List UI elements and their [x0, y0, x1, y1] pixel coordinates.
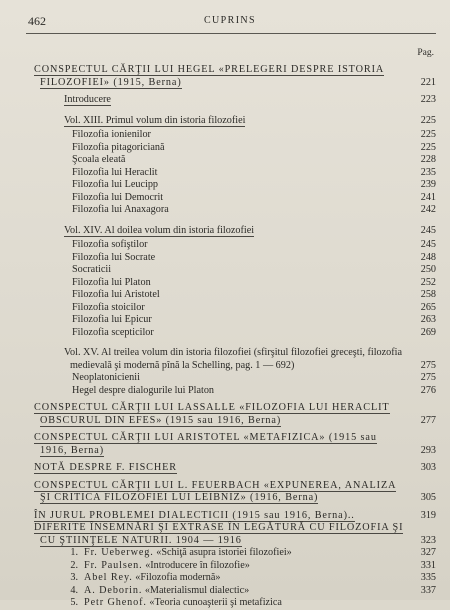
toc-entry-page: 252	[420, 276, 436, 288]
running-head: CUPRINS	[203, 15, 257, 26]
toc-entry-title: Şcoala eleată	[72, 154, 126, 165]
toc-entry-title: Vol. XIV. Al doilea volum din istoria filozofiei	[64, 224, 255, 236]
toc-entry-title: Filozofia lui Aristotel	[72, 289, 160, 300]
subentry-number: 2.	[70, 559, 78, 571]
toc-subentry	[34, 585, 436, 598]
toc-entry-page: 245	[420, 224, 436, 236]
toc-entry-title: CONSPECTUL CĂRŢII LUI L. FEUERBACH «EXPUNEREA, ANALIZA ŞI CRITICA FILOZOFIEI LUI LEIBNIZ» (1916, Berna)	[34, 479, 397, 503]
toc-entry-page: 250	[420, 264, 436, 275]
toc-entry-title: Filozofia lui Epicur	[72, 314, 152, 325]
toc-entry-page: 245	[420, 239, 436, 250]
toc-entry-title: Filozofia lui Socrate	[72, 251, 156, 263]
toc-entry-page: 327	[420, 547, 436, 558]
subentry-title: «Schiţă asupra istoriei filozofiei»	[156, 547, 292, 558]
subentry-number: 5.	[70, 597, 78, 608]
toc-entry-page: 323	[420, 534, 436, 546]
subentry-number: 4.	[70, 584, 78, 596]
toc-entry-page: 275	[420, 359, 436, 371]
toc-entry-page: 275	[420, 372, 436, 383]
toc-entry	[34, 385, 436, 398]
toc-entry	[34, 347, 436, 372]
toc-entry-page: 248	[420, 251, 436, 263]
toc-entry	[34, 142, 436, 155]
toc-entry-page: 331	[420, 559, 436, 571]
toc-entry-title: Neoplatonicienii	[72, 372, 140, 383]
toc-entry-title: CONSPECTUL CĂRŢII LUI LASSALLE «FILOZOFIA LUI HERACLIT OBSCURUL DIN EFES» (1915 sau 1916, Berna)	[34, 402, 390, 426]
toc-entry	[34, 302, 436, 315]
toc-entry-page: 263	[420, 314, 436, 325]
toc-entry-page: 269	[420, 326, 436, 338]
subentry-author: Fr. Paulsen.	[84, 559, 143, 571]
toc-entry-title: ÎN JURUL PROBLEMEI DIALECTICII (1915 sau 1916, Berna)..	[34, 509, 355, 521]
toc-entry-page: 277	[420, 414, 436, 426]
toc-entry	[34, 522, 436, 547]
page-column-label: Pag.	[417, 48, 434, 58]
toc-entry-page: 225	[420, 141, 436, 153]
toc-entry-page: 223	[420, 94, 436, 105]
toc-entry	[34, 154, 436, 167]
toc-subentry	[34, 560, 436, 573]
toc-entry	[34, 179, 436, 192]
toc-entry	[34, 432, 436, 457]
toc-entry	[34, 204, 436, 217]
toc-entry-page: 239	[420, 179, 436, 190]
toc-entry-page: 319	[420, 509, 436, 521]
subentry-author: Abel Rey.	[84, 572, 133, 583]
toc-entry-title: CONSPECTUL CĂRŢII LUI HEGEL «PRELEGERI DESPRE ISTORIA FILOZOFIEI» (1915, Berna)	[34, 64, 385, 88]
subentry-number: 3.	[70, 572, 78, 583]
toc-entry-page: 225	[420, 129, 436, 140]
toc-entry-title: Filozofia sofiştilor	[72, 239, 148, 250]
toc-entry	[34, 289, 436, 302]
toc-entry	[34, 402, 436, 427]
toc-entry	[34, 252, 436, 265]
subentry-number: 1.	[70, 547, 78, 558]
toc-entry	[34, 264, 436, 277]
subentry-title: «Materialismul dialectic»	[144, 584, 250, 596]
toc-entry-title: Socraticii	[72, 264, 112, 275]
toc-entry	[34, 115, 436, 128]
toc-entry-title: Filozofia lui Leucipp	[72, 179, 159, 190]
toc-entry	[34, 192, 436, 205]
toc-entry	[34, 64, 436, 89]
toc-entry	[34, 225, 436, 238]
toc-entry-page: 303	[420, 462, 436, 473]
toc-entry-title: Vol. XIII. Primul volum din istoria filozofiei	[64, 114, 246, 126]
toc-entry	[34, 239, 436, 252]
toc-entry-title: Filozofia scepticilor	[72, 326, 154, 338]
page-number: 462	[28, 14, 46, 28]
toc-subentry	[34, 597, 436, 610]
subentry-title: «Filozofia modernă»	[135, 572, 221, 583]
toc-entry-title: Vol. XV. Al treilea volum din istoria filozofiei (sfirşitul filozofiei greceşti, filozofia medievală şi modernă pînă la Schelling, pag. 1 — 692)	[64, 347, 402, 371]
toc-entry	[34, 277, 436, 290]
toc-entry	[34, 462, 436, 475]
toc-entry-page: 228	[420, 154, 436, 165]
toc-entry-page: 335	[420, 572, 436, 583]
toc-entry-page: 225	[420, 114, 436, 126]
toc-entry-page: 276	[420, 384, 436, 396]
toc-entry-title: Filozofia lui Heraclit	[72, 166, 158, 178]
subentry-author: Petr Ghenof.	[84, 597, 147, 608]
toc-entry	[34, 129, 436, 142]
toc-entry-title: Filozofia pitagoriciană	[72, 141, 165, 153]
toc-entry-title: NOTĂ DESPRE F. FISCHER	[34, 462, 177, 473]
subentry-title: «Introducere în filozofie»	[145, 559, 250, 571]
toc-entry-title: Introducere	[64, 94, 111, 105]
toc-entry-page: 293	[420, 444, 436, 456]
toc-entry-title: Filozofia lui Anaxagora	[72, 204, 169, 215]
subentry-title: «Teoria cunoaşterii şi metafizica	[149, 597, 282, 608]
toc-entry-page: 265	[420, 301, 436, 313]
toc-subentry	[34, 572, 436, 585]
toc-entry-title: Filozofia lui Platon	[72, 276, 151, 288]
toc-entry-page: 241	[420, 191, 436, 203]
toc-entry-title: CONSPECTUL CĂRŢII LUI ARISTOTEL «METAFIZICA» (1915 sau 1916, Berna)	[34, 432, 377, 456]
toc-entry-page: 221	[420, 76, 436, 88]
toc-entry-page: 258	[420, 289, 436, 300]
toc-entry	[34, 314, 436, 327]
toc-subentry	[34, 547, 436, 560]
toc-entry	[34, 510, 436, 523]
toc-entry-page: 337	[420, 584, 436, 596]
toc-entry	[34, 94, 436, 107]
toc-entry-title: Filozofia ionienilor	[72, 129, 151, 140]
subentry-author: A. Deborin.	[84, 584, 143, 596]
toc-entry-title: Hegel despre dialogurile lui Platon	[72, 384, 215, 396]
toc-entry-title: Filozofia stoicilor	[72, 301, 145, 313]
subentry-author: Fr. Ueberweg.	[84, 547, 154, 558]
toc-entry-page: 235	[420, 166, 436, 178]
table-of-contents	[34, 64, 436, 610]
toc-entry	[34, 372, 436, 385]
toc-entry-title: DIFERITE ÎNSEMNĂRI ŞI EXTRASE ÎN LEGĂTURĂ CU FILOZOFIA ŞI CU ŞTIINŢELE NATURII. 1904 — 1916	[34, 522, 404, 546]
toc-entry-page: 305	[420, 492, 436, 503]
toc-entry-page: 242	[420, 204, 436, 215]
toc-entry-title: Filozofia lui Democrit	[72, 191, 164, 203]
toc-entry	[34, 480, 436, 505]
toc-entry	[34, 167, 436, 180]
header-rule	[26, 33, 436, 34]
page-header	[28, 14, 432, 28]
toc-entry	[34, 327, 436, 340]
